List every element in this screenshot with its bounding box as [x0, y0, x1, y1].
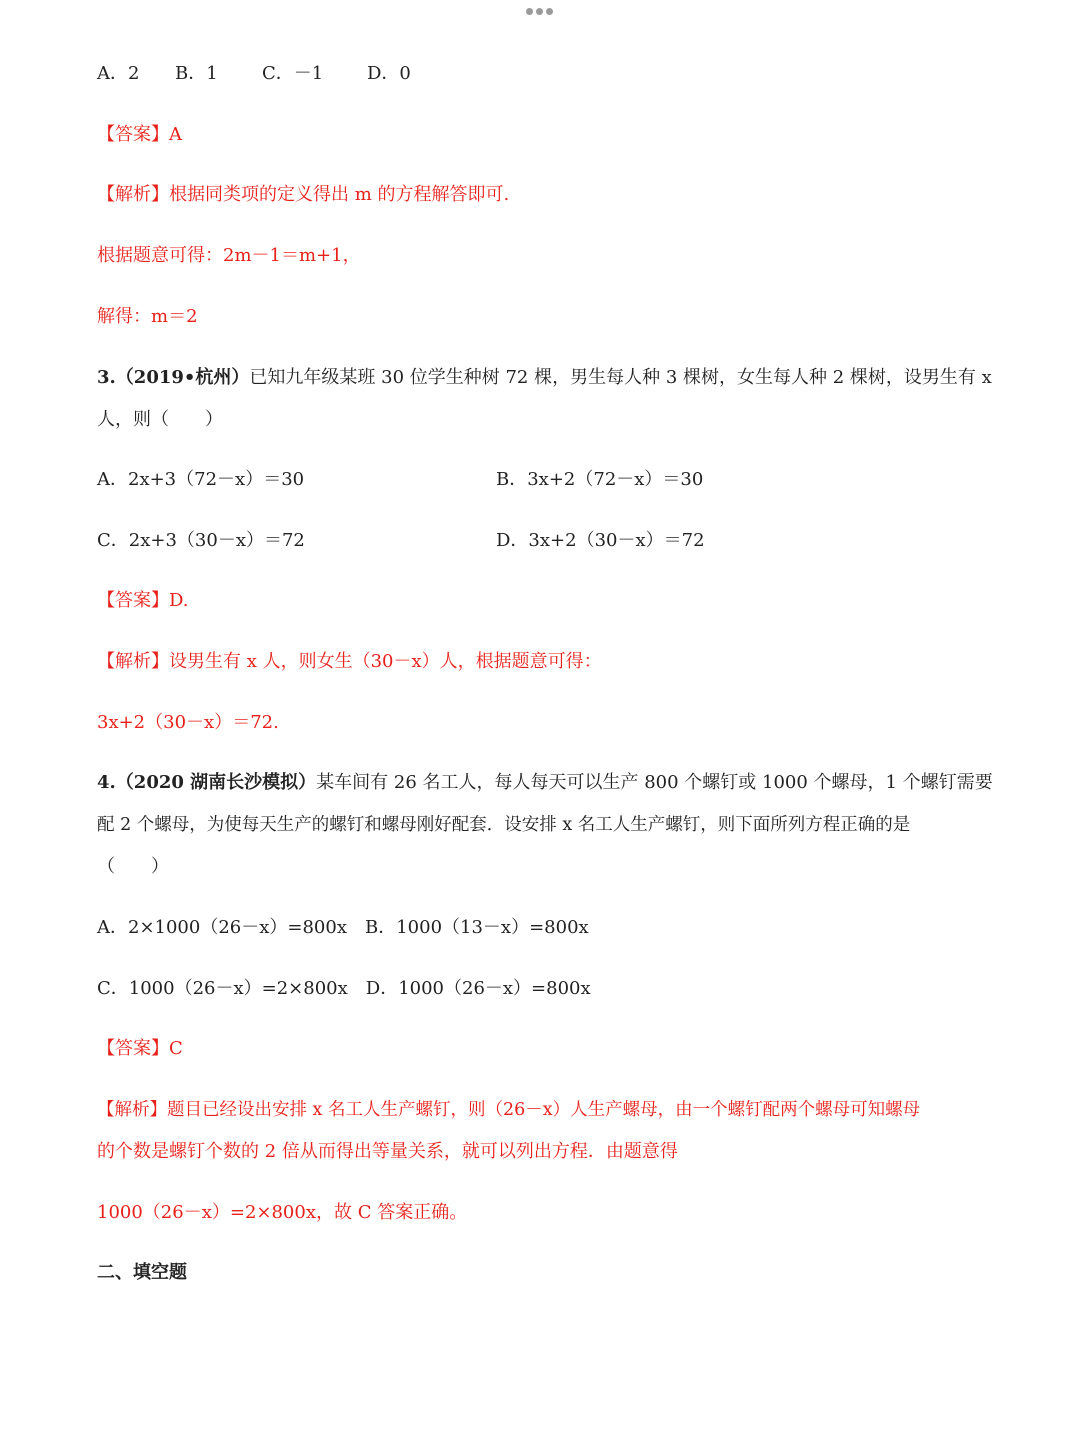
- q4-stem-line2: 配 2 个螺母，为使每天生产的螺钉和螺母刚好配套．设安排 x 名工人生产螺钉，则下面所列方程正确的是: [97, 815, 911, 835]
- q3-option-a: A．2x+3（72－x）＝30: [97, 469, 305, 490]
- q2-analysis: 【解析】根据同类项的定义得出 m 的方程解答即可.: [97, 184, 510, 205]
- q4-stem-line3: （ ）: [97, 856, 169, 877]
- q3-stem-line1: [97, 366, 992, 390]
- q2-option-d: D．0: [367, 63, 411, 84]
- q2-step1: 根据题意可得：2m－1＝m+1，: [97, 245, 361, 266]
- q2-option-a: A．2: [97, 63, 140, 84]
- dot: [536, 8, 543, 15]
- q3-equation: 3x+2（30－x）＝72.: [97, 712, 279, 733]
- q2-option-c: C．－1: [262, 63, 324, 84]
- dot: [546, 8, 553, 15]
- q3-stem-line2: 人，则（ ）: [97, 409, 223, 430]
- more-dots-icon[interactable]: [526, 8, 553, 15]
- q3-option-b: B．3x+2（72－x）＝30: [496, 469, 704, 490]
- q3-stem-text: 已知九年级某班 30 位学生种树 72 棵，男生每人种 3 棵树，女生每人种 2 棵树，设男生有 x: [249, 367, 992, 388]
- q3-answer: 【答案】D.: [97, 590, 189, 611]
- q2-step2: 解得：m＝2: [97, 306, 198, 327]
- q2-options: [97, 62, 411, 86]
- q4-answer: 【答案】C: [97, 1038, 183, 1059]
- dot: [526, 8, 533, 15]
- q4-number: 4.（2020 湖南长沙模拟）: [97, 772, 317, 793]
- q3-analysis: 【解析】设男生有 x 人，则女生（30－x）人，根据题意可得：: [97, 651, 602, 672]
- q2-option-b: B．1: [175, 63, 218, 84]
- section-title: 二、填空题: [97, 1262, 187, 1283]
- q3-option-d: D．3x+2（30－x）＝72: [496, 530, 705, 551]
- q4-stem-text: 某车间有 26 名工人，每人每天可以生产 800 个螺钉或 1000 个螺母，1 个螺钉需要: [316, 772, 993, 793]
- q4-analysis-line1: 【解析】题目已经设出安排 x 名工人生产螺钉，则（26－x）人生产螺母，由一个螺钉配两个螺母可知螺母: [97, 1100, 921, 1120]
- q3-number: 3.（2019•杭州）: [97, 367, 250, 388]
- q3-options-row1: [97, 468, 703, 492]
- q3-options-row2: [97, 529, 705, 553]
- q3-option-c: C．2x+3（30－x）＝72: [97, 530, 305, 551]
- q2-answer: 【答案】A: [97, 124, 182, 145]
- q4-options-row2: C．1000（26－x）=2×800x D．1000（26－x）=800x: [97, 978, 591, 999]
- q4-options-row1: A．2×1000（26－x）=800x B．1000（13－x）=800x: [97, 917, 589, 938]
- q4-stem-line1: [97, 771, 993, 795]
- q4-analysis-line2: 的个数是螺钉个数的 2 倍从而得出等量关系，就可以列出方程．由题意得: [97, 1141, 678, 1162]
- q4-equation: 1000（26－x）=2×800x，故 C 答案正确。: [97, 1202, 468, 1223]
